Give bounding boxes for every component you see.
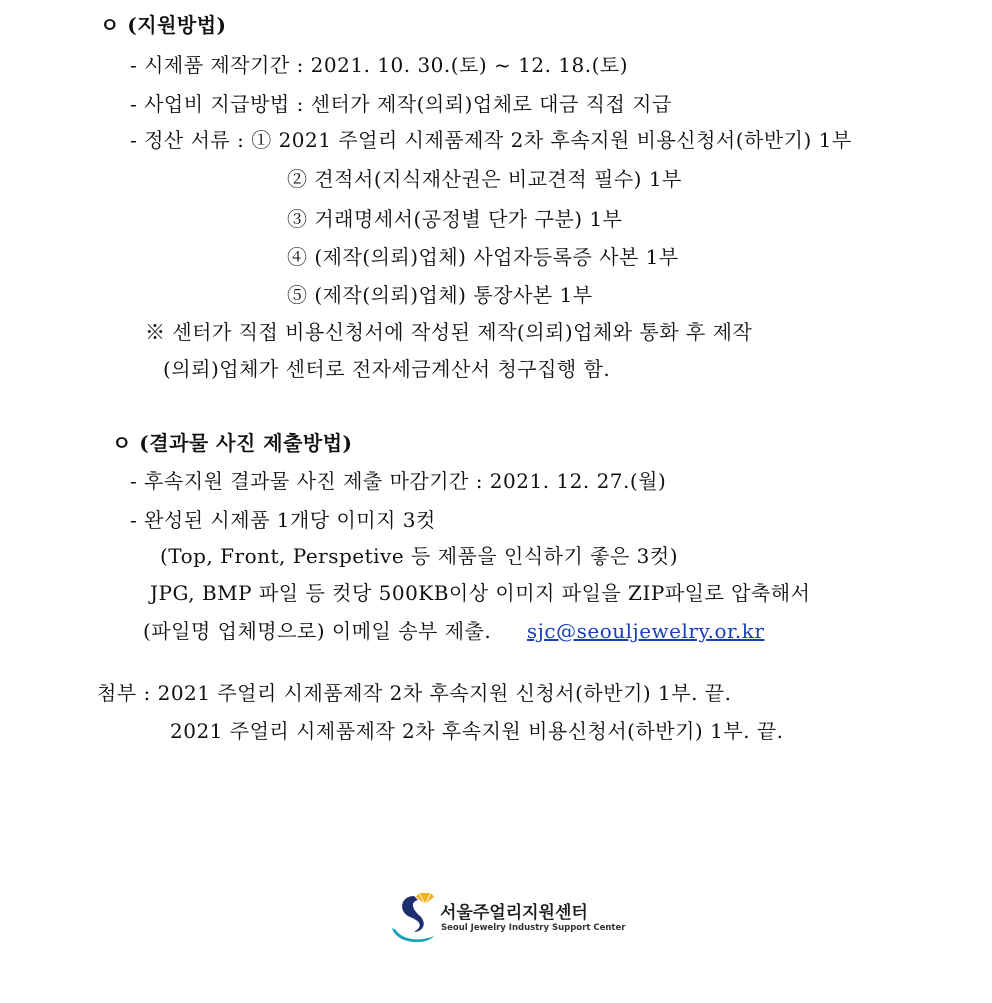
- production-period: - 시제품 제작기간 : 2021. 10. 30.(토) ~ 12. 18.(토): [130, 53, 629, 77]
- photo-guideline1: (Top, Front, Perspetive 등 제품을 인식하기 좋은 3컷): [160, 544, 679, 568]
- payment-method: - 사업비 지급방법 : 센터가 제작(의뢰)업체로 대금 직접 지급: [130, 92, 672, 116]
- photo-count: - 완성된 시제품 1개당 이미지 3컷: [130, 508, 436, 532]
- settlement-docs-item2: ② 견적서(지식재산권은 비교견적 필수) 1부: [287, 167, 682, 191]
- photo-guideline3-text: (파일명 업체명으로) 이메일 송부 제출.: [143, 619, 492, 643]
- attachment-line1: 첨부 : 2021 주얼리 시제품제작 2차 후속지원 신청서(하반기) 1부. 끝.: [97, 681, 732, 705]
- note-line1: ※ 센터가 직접 비용신청서에 작성된 제작(의뢰)업체와 통화 후 제작: [145, 320, 753, 344]
- section-heading-photo-submission: ㅇ (결과물 사진 제출방법): [112, 431, 353, 455]
- photo-guideline2: JPG, BMP 파일 등 컷당 500KB이상 이미지 파일을 ZIP파일로 압축해서: [150, 581, 811, 605]
- center-logo: [390, 890, 630, 950]
- email-link[interactable]: sjc@seouljewelry.or.kr: [526, 619, 765, 643]
- photo-guideline3: [143, 618, 764, 644]
- attachment-line2: 2021 주얼리 시제품제작 2차 후속지원 비용신청서(하반기) 1부. 끝.: [170, 719, 784, 743]
- settlement-docs-item3: ③ 거래명세서(공정별 단가 구분) 1부: [287, 207, 623, 231]
- note-line2: (의뢰)업체가 센터로 전자세금계산서 청구집행 함.: [163, 357, 611, 381]
- section-heading-support-method: ㅇ (지원방법): [100, 13, 227, 37]
- logo-subtitle: Seoul Jewelry Industry Support Center: [441, 923, 626, 933]
- settlement-docs-item1: - 정산 서류 : ① 2021 주얼리 시제품제작 2차 후속지원 비용신청서(하반기) 1부: [130, 128, 852, 152]
- jewelry-s-mark-icon: [390, 890, 442, 948]
- logo-name: 서울주얼리지원센터: [440, 903, 588, 923]
- photo-deadline: - 후속지원 결과물 사진 제출 마감기간 : 2021. 12. 27.(월): [130, 469, 667, 493]
- settlement-docs-item4: ④ (제작(의뢰)업체) 사업자등록증 사본 1부: [287, 245, 679, 269]
- settlement-docs-item5: ⑤ (제작(의뢰)업체) 통장사본 1부: [287, 283, 593, 307]
